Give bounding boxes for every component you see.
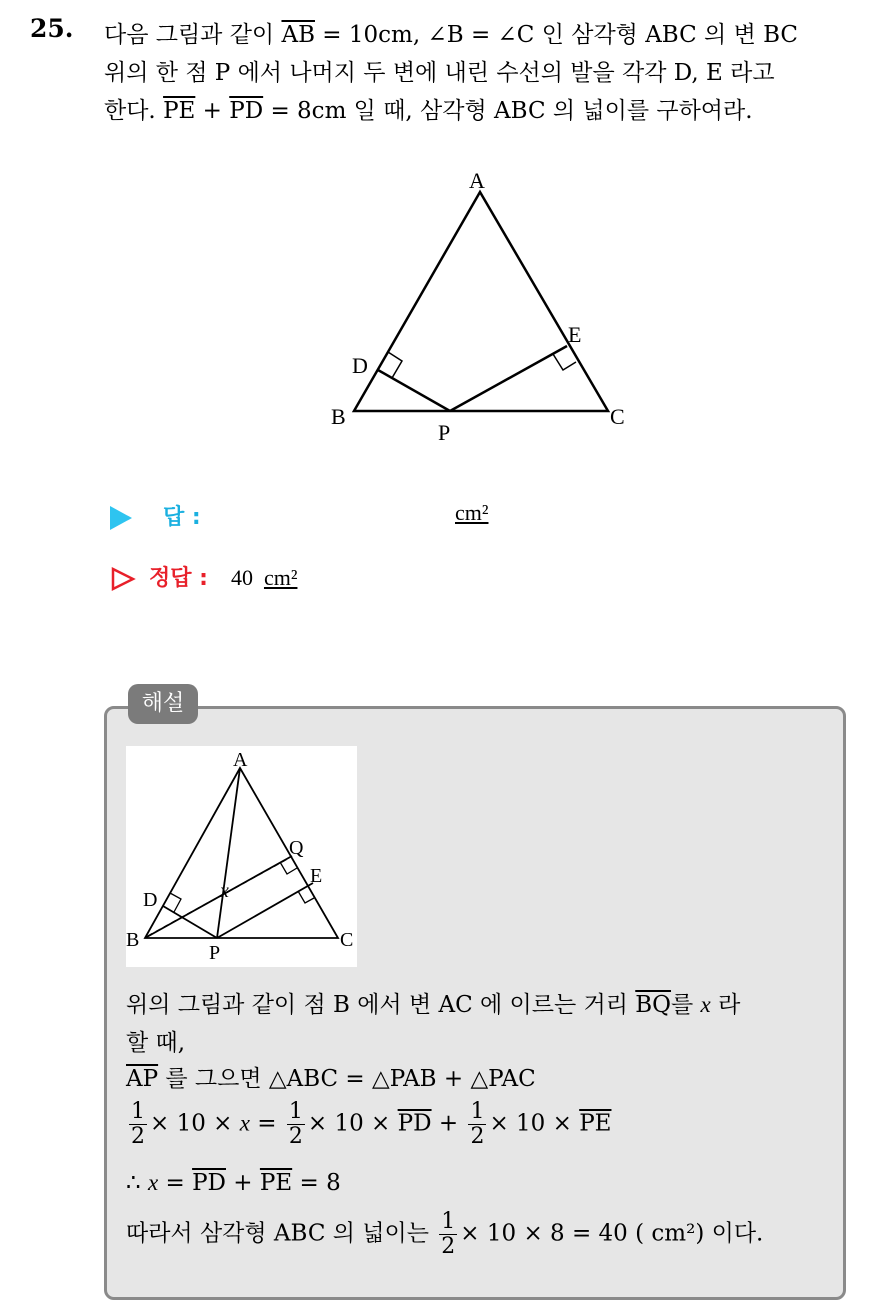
- question-line-2: 위의 한 점 P 에서 나머지 두 변에 내린 수선의 발을 각각 D, E 라고: [104, 60, 775, 86]
- question-number: 25.: [30, 14, 74, 43]
- fig2-label-c: C: [340, 929, 354, 951]
- question-line-1: 다음 그림과 같이 $\overline{AB} = 10cm$, ∠B = ∠C 인 삼각형 ABC 의 변 BC: [104, 22, 799, 48]
- play-triangle-icon: [110, 506, 132, 530]
- solution-line-1: 위의 그림과 같이 점 B 에서 변 AC 에 이르는 거리 $\overline{BQ}$를 x 라: [126, 992, 741, 1018]
- label-p: P: [438, 420, 451, 445]
- fig2-label-p: P: [209, 942, 221, 964]
- solution-line-2: 할 때,: [126, 1030, 186, 1056]
- solution-line-3: $\overline{AP}$ 를 그으면 △ABC = △PAB + △PAC: [126, 1066, 536, 1092]
- right-angle-d: [388, 352, 402, 378]
- label-e: E: [568, 322, 582, 347]
- fig2-label-q: Q: [289, 837, 304, 859]
- solution-line-6: 따라서 삼각형 ABC 의 넓이는 $\frac{1}{2}$ × 10 × 8 = 40 ( cm²) 이다.: [126, 1209, 764, 1259]
- correct-label: 정답 :: [149, 566, 208, 591]
- outline-triangle-icon: [110, 566, 136, 592]
- explanation-tag: 해설: [128, 684, 198, 724]
- solution-line-5: ∴ $x = \overline{PD} + \overline{PE} = 8$: [126, 1170, 341, 1196]
- fig2-label-e: E: [310, 865, 323, 887]
- label-a: A: [469, 168, 485, 193]
- solution-line-4: $\frac{1}{2}$ × 10 × x = $\frac{1}{2}$ × $10 \times \overline{PD}$ + $\frac{1}{2}$ × $10 \times \overline{PE}$: [131, 1099, 612, 1149]
- label-c: C: [610, 404, 625, 429]
- answer-unit: cm²: [455, 500, 489, 525]
- explanation-figure: [126, 746, 357, 967]
- right-angle-e: [553, 354, 576, 370]
- fig2-label-x: x: [220, 880, 229, 902]
- segment-ab: $\overline{AB}$: [281, 22, 315, 48]
- correct-row: [110, 561, 297, 592]
- correct-unit: cm²: [263, 565, 298, 590]
- segment-pe: [450, 346, 567, 411]
- answer-label: 답 :: [163, 505, 201, 530]
- correct-value: 40: [230, 565, 253, 590]
- label-b: B: [331, 404, 346, 429]
- fraction-half: $\frac{1}{2}$: [131, 1099, 145, 1149]
- fig2-label-b: B: [126, 929, 140, 951]
- fig2-label-d: D: [143, 889, 158, 911]
- triangle-figure: [320, 160, 650, 445]
- fig2-label-a: A: [233, 749, 248, 771]
- label-d: D: [352, 353, 368, 378]
- answer-row: [110, 500, 489, 531]
- segment-pd: [378, 370, 450, 411]
- question-line-3: 한다. $\overline{PE} + \overline{PD} = 8cm$ 일 때, 삼각형 ABC 의 넓이를 구하여라.: [104, 98, 753, 124]
